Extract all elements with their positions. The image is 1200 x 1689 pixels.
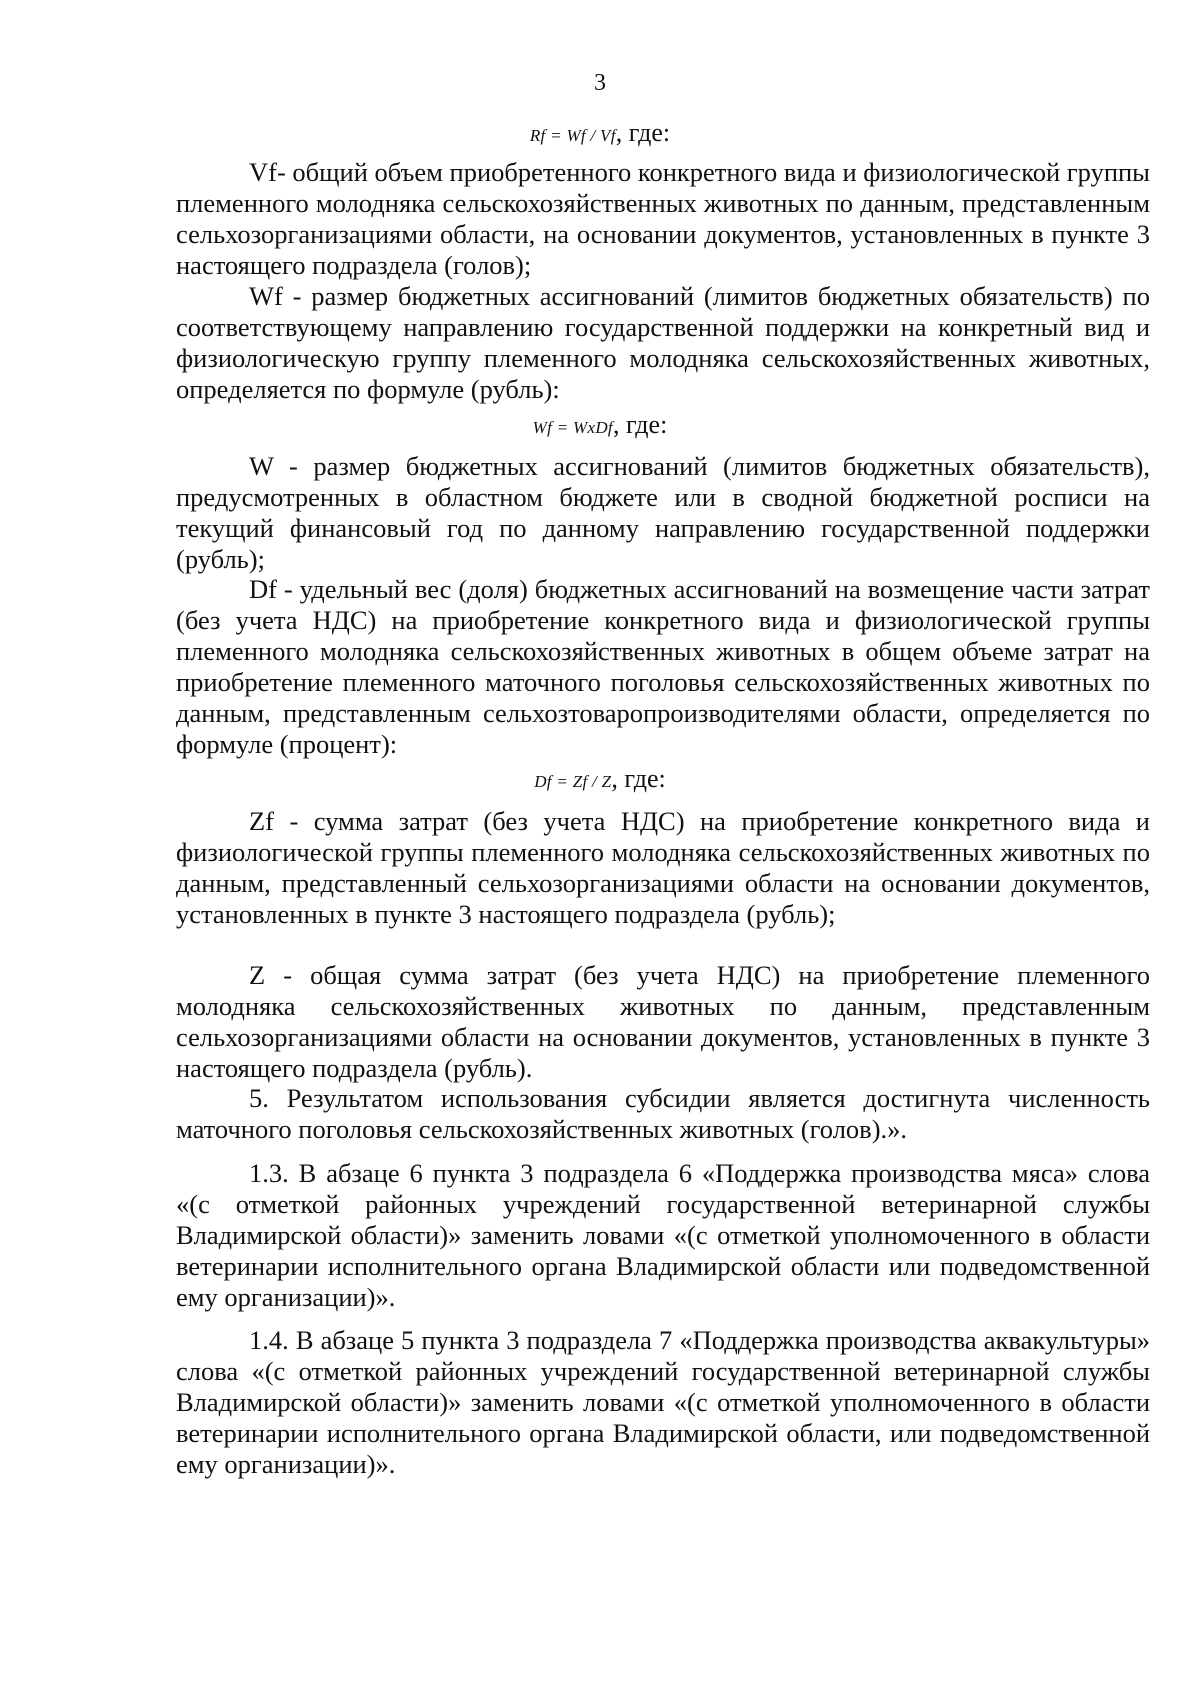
formula-rf (0, 118, 1200, 151)
formula-df-expression: Df = Zf / Z (534, 772, 612, 791)
formula-df-suffix: , где: (611, 764, 666, 793)
paragraph-df-definition: Df - удельный вес (доля) бюджетных ассигнований на возмещение части затрат (без учета НДС) на приобретение конкретного вида и физиологической группы племенного молодняка сельскохозяйственных животных в общем объеме затрат на приобретение племенного маточного поголовья сельскохозяйственных животных по данным, представленным сельхозтоваропроизводителями области, определяется по формуле (процент): (176, 574, 1150, 759)
paragraph-z-definition: Z - общая сумма затрат (без учета НДС) на приобретение племенного молодняка сельскохозяйственных животных по данным, представленным сельхозорганизациями области на основании документов, установленных в пункте 3 настоящего подраздела (рубль). (176, 960, 1150, 1083)
formula-wf-expression: Wf = WxDf (532, 418, 613, 437)
paragraph-item-5: 5. Результатом использования субсидии является достигнута численность маточного поголовья сельскохозяйственных животных (голов).». (176, 1083, 1150, 1144)
paragraph-vf-definition: Vf- общий объем приобретенного конкретного вида и физиологической группы племенного молодняка сельскохозяйственных животных по данным, представленным сельхозорганизациями области, на основании документов, установленных в пункте 3 настоящего подраздела (голов); (176, 157, 1150, 280)
paragraph-zf-definition: Zf - сумма затрат (без учета НДС) на приобретение конкретного вида и физиологической группы племенного молодняка сельскохозяйственных животных по данным, представленный сельхозорганизациями области на основании документов, установленных в пункте 3 настоящего подраздела (рубль); (176, 806, 1150, 929)
paragraph-item-1-4: 1.4. В абзаце 5 пункта 3 подраздела 7 «Поддержка производства аквакультуры» слова «(с отметкой районных учреждений государственной ветеринарной службы Владимирской области)» заменить ловами «(с отметкой уполномоченного в области ветеринарии исполнительного органа Владимирской области, или подведомственной ему организации)». (176, 1325, 1150, 1479)
page-number: 3 (594, 70, 606, 96)
formula-df (0, 764, 1200, 797)
formula-rf-suffix: , где: (615, 118, 671, 147)
paragraph-wf-definition: Wf - размер бюджетных ассигнований (лимитов бюджетных обязательств) по соответствующему направлению государственной поддержки на конкретный вид и физиологическую группу племенного молодняка сельскохозяйственных животных, определяется по формуле (рубль): (176, 281, 1150, 404)
formula-rf-expression: Rf = Wf / Vf (529, 126, 616, 145)
formula-wf (0, 410, 1200, 443)
paragraph-item-1-3: 1.3. В абзаце 6 пункта 3 подраздела 6 «Поддержка производства мяса» слова «(с отметкой районных учреждений государственной ветеринарной службы Владимирской области)» заменить ловами «(с отметкой уполномоченного в области ветеринарии исполнительного органа Владимирской области или подведомственной ему организации)». (176, 1158, 1150, 1312)
paragraph-w-definition: W - размер бюджетных ассигнований (лимитов бюджетных обязательств), предусмотренных в областном бюджете или в сводной бюджетной росписи на текущий финансовый год по данному направлению государственной поддержки (рубль); (176, 451, 1150, 574)
formula-wf-suffix: , где: (612, 410, 668, 439)
